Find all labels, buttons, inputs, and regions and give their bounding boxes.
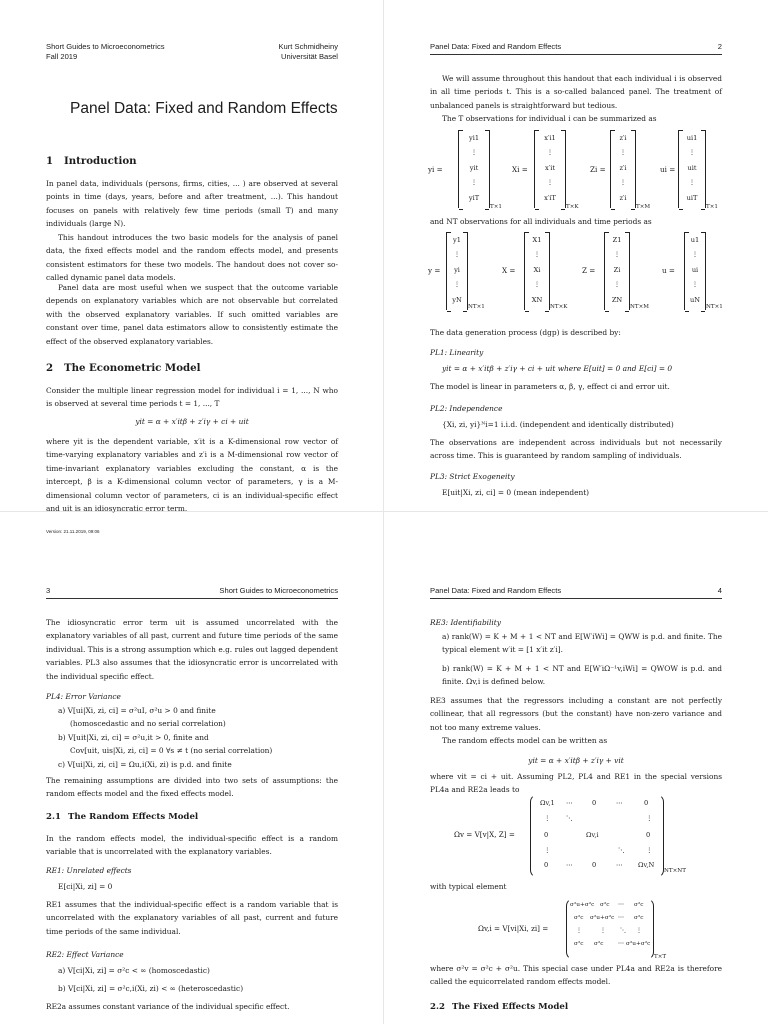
document-title: Panel Data: Fixed and Random Effects xyxy=(70,100,338,117)
matrix-z-i: z′i ⋮ z′i ⋮ z′i xyxy=(610,130,636,208)
matrix-label: Z = xyxy=(582,266,596,275)
assumption-pl4-a: a) V[ui|Xi, zi, ci] = σ²uI, σ²u > 0 and finite xyxy=(58,706,216,715)
header-series: Short Guides to Microeconometrics xyxy=(46,42,165,51)
assumption-re3-a: a) rank(W) = K + M + 1 < NT and E[W′iWi] = QWW is p.d. and finite. The typical element w′it = [1 x′it z′i]. xyxy=(442,632,722,655)
matrix-label: X = xyxy=(502,266,516,275)
assumption-re2-label: RE2: Effect Variance xyxy=(46,950,124,959)
assumption-re2-b: b) V[ci|Xi, zi] = σ²c,i(Xi, zi) < ∞ (heteroscedastic) xyxy=(58,984,244,993)
matrix-dimension: NT×M xyxy=(630,304,650,310)
assumption-pl1-equation: yit = α + x′itβ + z′iγ + ci + uit where E[uit] = 0 and E[ci] = 0 xyxy=(442,364,673,373)
assumption-pl2-equation: {Xi, zi, yi}ᴺi=1 i.i.d. (independent and identically distributed) xyxy=(442,420,674,429)
subsection-heading: 2.2 The Fixed Effects Model xyxy=(430,1002,569,1012)
assumption-pl3-equation: E[uit|Xi, zi, ci] = 0 (mean independent) xyxy=(442,488,590,497)
page-header xyxy=(430,42,722,55)
assumption-pl4-b: b) V[uit|Xi, zi, ci] = σ²u,it > 0, finite and xyxy=(58,733,209,742)
model-paragraph-1: Consider the multiple linear regression model for individual i = 1, ..., N who is observed at several time periods t = 1, ..., T xyxy=(46,386,338,409)
page-2 xyxy=(384,0,768,512)
summary-intro: The T observations for individual i can be summarized as xyxy=(442,114,657,123)
intro-paragraph-3: Panel data are most useful when we suspect that the outcome variable depends on explanatory variables which are not observable but correlated with the observed explanatory variables. If such omitted variables are constant over time, panel data estimators allow to consistently estimate the effect of the observed explanatory variables. xyxy=(46,283,338,346)
assumption-re3-label: RE3: Identifiability xyxy=(430,618,501,627)
matrix-y: y1 ⋮ yi ⋮ yN xyxy=(446,232,468,310)
version-note: Version: 21.11.2019, 09:06 xyxy=(46,529,100,534)
page-header xyxy=(46,586,338,599)
assumption-re2-a: a) V[ci|Xi, zi] = σ²c < ∞ (homoscedastic) xyxy=(58,966,210,975)
random-effects-intro: In the random effects model, the individual-specific effect is a random variable that is uncorrelated with the explanatory variables. xyxy=(46,834,338,857)
matrix-u: u1 ⋮ ui ⋮ uN xyxy=(684,232,706,310)
matrix-dimension: T×1 xyxy=(490,204,502,210)
matrix-z: Z1 ⋮ Zi ⋮ ZN xyxy=(604,232,630,310)
matrix-u-i: ui1 ⋮ uit ⋮ uiT xyxy=(678,130,706,208)
matrix-dimension: T×T xyxy=(654,954,667,960)
omega-i-lhs: Ωv,i = V[vi|Xi, zi] = xyxy=(478,924,549,933)
header-term: Fall 2019 xyxy=(46,52,78,61)
assumption-pl4-label: PL4: Error Variance xyxy=(46,692,121,701)
re-model-intro: The random effects model can be written as xyxy=(442,736,608,745)
dgp-intro: The data generation process (dgp) is described by: xyxy=(430,328,621,337)
equicorrelated-paragraph: where σ²v = σ²c + σ²u. This special case under PL4a and RE2a is therefore called the equicorrelated random effects model. xyxy=(430,964,722,987)
page-3 xyxy=(0,512,384,1024)
matrix-x-i: x′i1 ⋮ x′it ⋮ x′iT xyxy=(534,130,566,208)
matrix-label: yi = xyxy=(428,165,443,174)
intro-paragraph-1: In panel data, individuals (persons, firms, cities, ... ) are observed at several points in time (days, years, before and after treatment, ...). This handout focuses on panels with relatively few time periods (small T) and many individuals (large N). xyxy=(46,179,338,229)
error-term-paragraph: The idiosyncratic error term uit is assumed uncorrelated with the explanatory variables of all past, current and future time periods of the same individual. This is a strong assumption which e.g. rules out lagged dependent variables. PL3 also assumes that the idiosyncratic error is uncorrelated with the individual specific effect. xyxy=(46,618,338,681)
page-1 xyxy=(0,0,384,534)
model-paragraph-2: where yit is the dependent variable, x′it is a K-dimensional row vector of time-varying explanatory variables and z′i is a M-dimensional row vector of time-invariant explanatory variables excluding the constant, α is the intercept, β is a K-dimensional column vector of parameters, γ is a M-dimensional column vector of parameters, ci is an individual-specific effect and uit is an idiosyncratic error term. xyxy=(46,437,338,514)
omega-intro: where vit = ci + uit. Assuming PL2, PL4 and RE1 in the special versions PL4a and RE2a leads to xyxy=(430,772,722,795)
assumption-re1-equation: E[ci|Xi, zi] = 0 xyxy=(58,882,113,891)
matrix-dimension: T×M xyxy=(636,204,651,210)
re-model-equation: yit = α + x′itβ + z′iγ + vit xyxy=(528,756,624,765)
matrix-dimension: NT×K xyxy=(550,304,568,310)
page-4: Panel Data: Fixed and Random Effects 4 RE3: Identifiability a) rank(W) = K + M + 1 < NT and E[W′iWi] = QWW is p.d. and finite. The typical element w′it = [1 x′it z′i]. b) rank(W) = K + M + 1 < NT and E[W′iΩ⁻¹v,iWi] = QWOW is p.d. and finite. Ωv,i is defined below. RE3 assumes that the regressors including a constant are not perfectly collinear, that all regressors (but the constant) have non-zero variance and not too many extreme values. The random effects model can be written as yit = α + x′itβ + z′iγ + vit where vit = ci + uit. Assuming PL2, PL4 and RE1 in the special versions PL4a and RE2a leads to Ωv = V[v|X, Z] = Ωv,1 ⋯ 0 ⋯ 0 ⋮ ⋱ ⋮ 0 Ωv,i 0 ⋮ ⋱ ⋮ 0 ⋯ 0 ⋯ Ωv,N NT×NT with typical element Ωv,i = V[vi|Xi, zi] = σ²u+σ²c σ²c ⋯ σ²c σ²c σ²u+σ²c ⋯ σ²c ⋮ ⋮ ⋱ ⋮ σ²c σ²c ⋯ σ²u+σ²c T×T where σ²v = σ²c + σ²u. This special case under PL4a and RE2a is therefore called the equicorrelated random effects model. 2.2 The Fixed Effects Model xyxy=(430,586,722,1012)
omega-lhs: Ωv = V[v|X, Z] = xyxy=(454,830,515,839)
assumption-pl4-a-note: (homoscedastic and no serial correlation) xyxy=(70,719,226,728)
page-header xyxy=(430,586,722,599)
section-heading: 1 Introduction xyxy=(46,155,137,167)
re2a-explanation: RE2a assumes constant variance of the individual specific effect. xyxy=(46,1002,290,1011)
header-title: Short Guides to Microeconometrics xyxy=(219,586,338,595)
matrix-x: X1 ⋮ Xi ⋮ XN xyxy=(524,232,550,310)
nt-intro: and NT observations for all individuals and time periods as xyxy=(430,217,652,226)
re1-explanation: RE1 assumes that the individual-specific effect is a random variable that is uncorrelated with the explanatory variables of all past, current and future time periods of the same individual. xyxy=(46,900,338,936)
assumption-pl3-label: PL3: Strict Exogeneity xyxy=(430,472,515,481)
matrix-y-i: yi1 ⋮ yit ⋮ yiT xyxy=(458,130,490,208)
model-equation: yit = α + x′itβ + z′iγ + ci + uit xyxy=(135,417,249,426)
matrix-label: u = xyxy=(662,266,675,275)
header-author: Kurt Schmidheiny xyxy=(278,42,338,51)
page-number: 3 xyxy=(46,586,51,595)
linearity-note: The model is linear in parameters α, β, γ, effect ci and error uit. xyxy=(430,382,670,391)
matrix-label: Zi = xyxy=(590,165,606,174)
header-title: Panel Data: Fixed and Random Effects xyxy=(430,586,562,595)
matrix-dimension: T×1 xyxy=(706,204,718,210)
page-number: 4 xyxy=(717,586,722,595)
section-heading: 2 The Econometric Model xyxy=(46,362,201,374)
independence-note: The observations are independent across individuals but not necessarily across time. This is guaranteed by random sampling of individuals. xyxy=(430,438,722,461)
assumption-re1-label: RE1: Unrelated effects xyxy=(46,866,132,875)
page-number: 2 xyxy=(717,42,722,51)
assumption-pl4-c: c) V[ui|Xi, zi, ci] = Ωu,i(Xi, zi) is p.d. and finite xyxy=(58,760,232,769)
header-title: Panel Data: Fixed and Random Effects xyxy=(430,42,562,51)
assumption-pl4-b-note: Cov[uit, uis|Xi, zi, ci] = 0 ∀s ≠ t (no serial correlation) xyxy=(70,746,273,755)
subsection-heading: 2.1 The Random Effects Model xyxy=(46,812,199,822)
intro-paragraph-2: This handout introduces the two basic models for the analysis of panel data, the fixed effects model and the random effects model, and presents consistent estimators for these two models. The handout does not cover so-called dynamic panel data models. xyxy=(46,233,338,283)
matrix-dimension: NT×1 xyxy=(468,304,485,310)
assumption-sets-paragraph: The remaining assumptions are divided into two sets of assumptions: the random effects model and the fixed effects model. xyxy=(46,776,338,799)
assumption-pl2-label: PL2: Independence xyxy=(430,404,503,413)
matrix-label: ui = xyxy=(660,165,676,174)
matrix-dimension: T×K xyxy=(566,204,579,210)
matrix-dimension: NT×1 xyxy=(706,304,723,310)
assumption-re3-b: b) rank(W) = K + M + 1 < NT and E[W′iΩ⁻¹v,iWi] = QWOW is p.d. and finite. Ωv,i is defined below. xyxy=(442,664,722,687)
matrix-dimension: NT×NT xyxy=(664,868,686,874)
assumption-pl1-label: PL1: Linearity xyxy=(430,348,484,357)
matrix-label: y = xyxy=(428,266,441,275)
matrix-label: Xi = xyxy=(512,165,528,174)
balanced-panel-paragraph: We will assume throughout this handout that each individual i is observed in all time periods t. This is a so-called balanced panel. The treatment of unbalanced panels is straightforward but tedious. xyxy=(430,74,722,110)
typical-element-intro: with typical element xyxy=(430,882,507,891)
re3-explanation: RE3 assumes that the regressors including a constant are not perfectly collinear, that all regressors (but the constant) have non-zero variance and not too many extreme values. xyxy=(430,696,722,732)
header-affiliation: Universität Basel xyxy=(281,52,338,61)
